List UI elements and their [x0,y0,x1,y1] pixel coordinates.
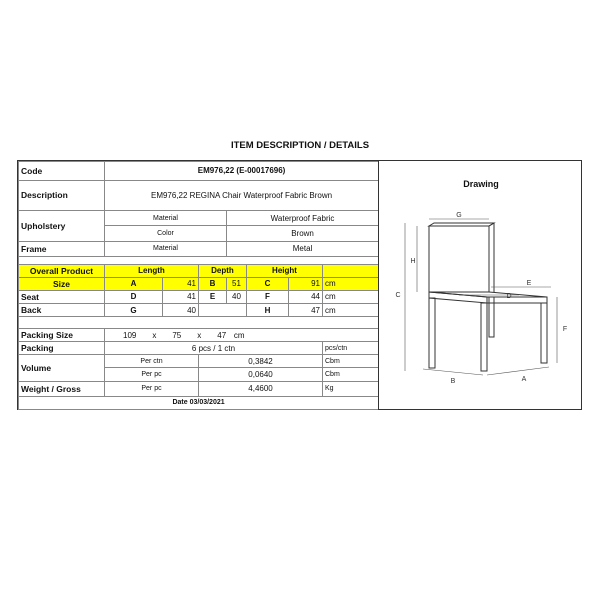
overall-height-key: C [247,277,289,290]
dim-letter-d: D [506,293,512,300]
overall-height-value: 91 [289,277,323,290]
overall-depth-key: B [199,277,227,290]
description-row [19,180,379,211]
spec-table [18,161,379,410]
volume-ctn-row [19,355,379,368]
seat-height-value: 44 [289,290,323,303]
height-header: Height [247,264,323,277]
frame-value: Metal [227,241,379,256]
volume-per-ctn-value: 0,3842 [199,355,323,368]
header-unit-blank [323,264,379,277]
packing-size-a: 109 [123,330,137,340]
overall-length-value: 41 [163,277,199,290]
page-title: ITEM DESCRIPTION / DETAILS [230,140,370,151]
packing-size-unit: cm [233,330,245,340]
upholstery-color-value: Brown [227,226,379,241]
back-length-key: G [105,303,163,316]
weight-label: Weight / Gross [19,381,105,396]
upholstery-material-row [19,211,379,226]
seat-length-key: D [105,290,163,303]
frame-row [19,241,379,256]
upholstery-material-key: Material [105,211,227,226]
dim-letter-f: F [562,326,568,333]
length-header: Length [105,264,199,277]
spacer-row [19,256,379,264]
dim-letter-h: H [410,258,416,265]
dim-letter-g: G [456,212,462,219]
weight-key: Per pc [105,381,199,396]
frame-label: Frame [19,241,105,256]
weight-unit: Kg [323,381,379,396]
volume-label: Volume [19,355,105,381]
depth-header: Depth [199,264,247,277]
packing-label: Packing [19,342,105,355]
drawing-panel [378,161,583,410]
date-row [19,396,379,409]
code-label: Code [19,162,105,181]
back-height-key: H [247,303,289,316]
back-label: Back [19,303,105,316]
packing-value: 6 pcs / 1 ctn [105,342,323,355]
date-text: Date 03/03/2021 [19,396,379,409]
upholstery-color-key: Color [105,226,227,241]
overall-size-label-1: Overall Product [19,264,105,277]
volume-per-ctn-unit: Cbm [323,355,379,368]
dim-letter-b: B [450,378,456,385]
seat-length-value: 41 [163,290,199,303]
volume-per-ctn-key: Per ctn [105,355,199,368]
chair-back-top [429,223,494,226]
code-row [19,162,379,181]
upholstery-material-value: Waterproof Fabric [227,211,379,226]
packing-size-label: Packing Size [19,329,105,342]
packing-size-x2: x [197,330,202,340]
seat-label: Seat [19,290,105,303]
packing-size-c: 47 [217,330,227,340]
overall-unit: cm [323,277,379,290]
weight-row [19,381,379,396]
volume-per-pc-unit: Cbm [323,368,379,381]
spec-sheet [17,160,582,410]
overall-size-label-2: Size [19,277,105,290]
chair-backrest [429,226,489,292]
back-unit: cm [323,303,379,316]
packing-row [19,342,379,355]
chair-seat-front [429,292,487,303]
chair-leg-back-left [429,298,435,368]
seat-depth-key: E [199,290,227,303]
back-row [19,303,379,316]
spacer-row-2 [19,317,379,329]
dim-letter-e: E [526,280,532,287]
chair-seat-side [487,297,547,303]
description-label: Description [19,180,105,211]
overall-depth-value: 51 [227,277,247,290]
frame-key: Material [105,241,227,256]
volume-per-pc-key: Per pc [105,368,199,381]
chair-drawing [379,161,583,410]
dimension-header-row [19,264,379,277]
packing-size-value [105,329,379,342]
seat-height-key: F [247,290,289,303]
weight-value: 4,4600 [199,381,323,396]
chair-seat-top [429,292,547,297]
seat-unit: cm [323,290,379,303]
chair-leg-front-right [541,303,547,363]
drawing-label: Drawing [463,179,499,189]
upholstery-label: Upholstery [19,211,105,242]
description-value: EM976,22 REGINA Chair Waterproof Fabric Brown [105,180,379,211]
packing-size-row [19,329,379,342]
seat-row [19,290,379,303]
code-value: EM976,22 (E-00017696) [105,162,379,181]
packing-unit: pcs/ctn [323,342,379,355]
back-depth-blank [199,303,247,316]
back-length-value: 40 [163,303,199,316]
overall-size-row [19,277,379,290]
dim-letter-a: A [521,376,527,383]
back-height-value: 47 [289,303,323,316]
chair-leg-front-left [481,303,487,371]
volume-per-pc-value: 0,0640 [199,368,323,381]
packing-size-b: 75 [172,330,182,340]
dim-letter-c: C [395,292,401,299]
overall-length-key: A [105,277,163,290]
packing-size-x1: x [152,330,157,340]
seat-depth-value: 40 [227,290,247,303]
